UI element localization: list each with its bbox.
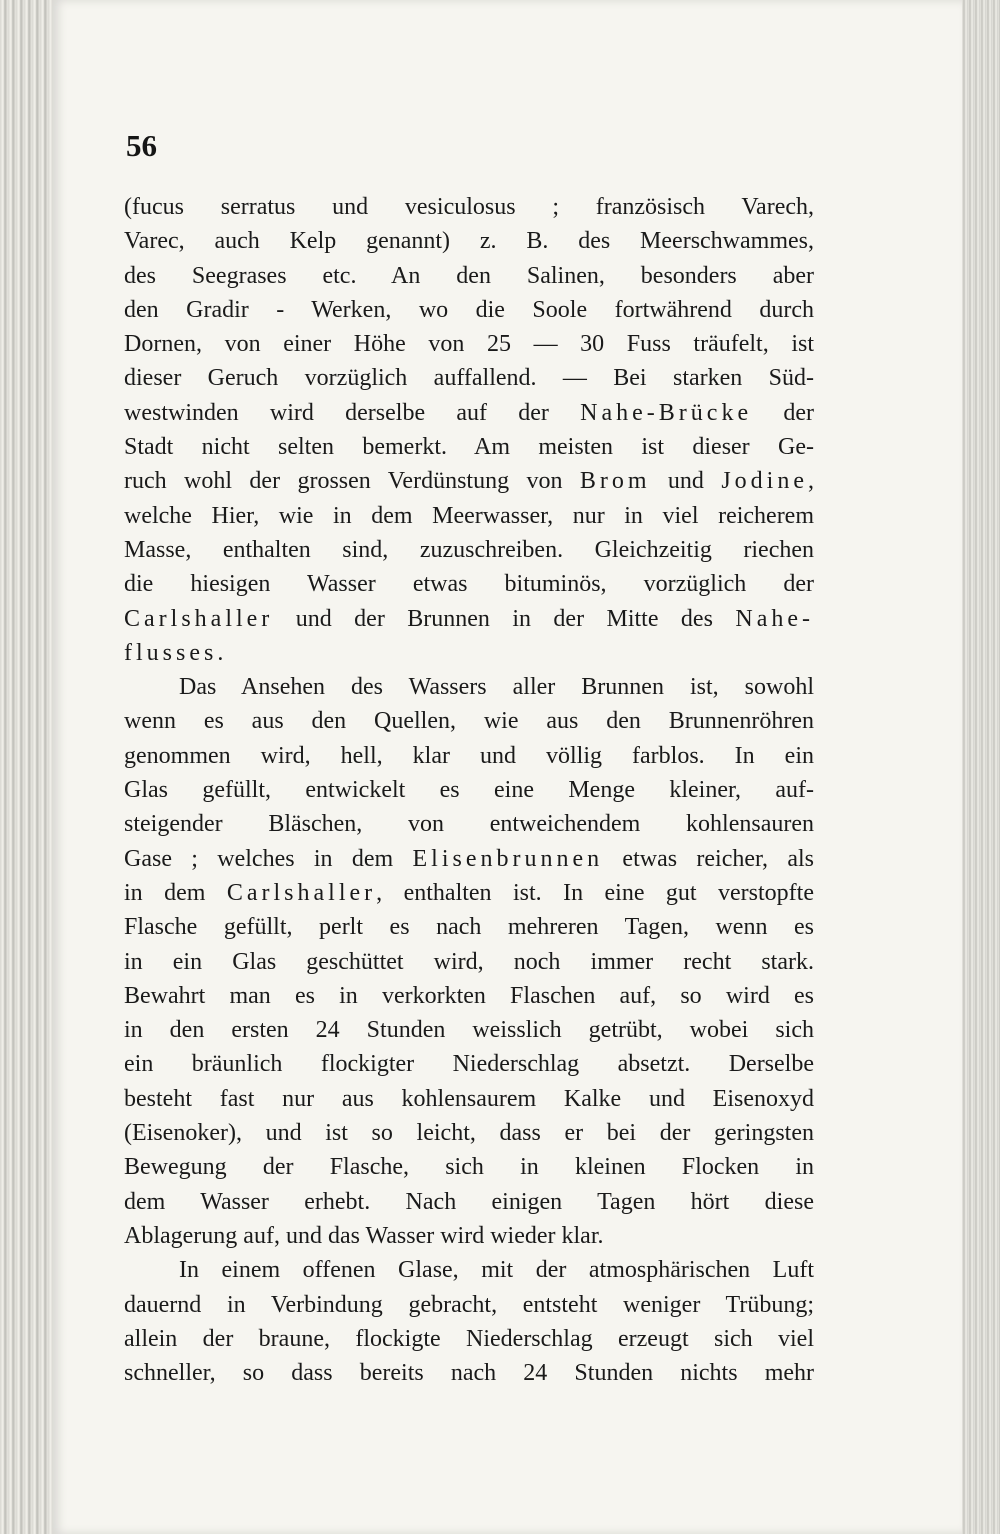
text-segment: in den ersten 24 Stunden weisslich getrübt, wobei sich — [124, 1017, 814, 1044]
text-segment: welche Hier, wie in dem Meerwasser, nur in viel reicherem — [124, 502, 814, 529]
text-line — [124, 807, 814, 841]
text-segment: westwinden wird derselbe auf der — [124, 399, 581, 426]
text-segment: In einem offenen Glase, mit der atmosphärischen Luft — [179, 1257, 814, 1284]
text-segment: , enthalten ist. In eine gut verstopfte — [376, 879, 814, 906]
text-line — [124, 1185, 814, 1219]
text-line — [124, 464, 814, 498]
text-line — [124, 396, 814, 430]
text-line — [124, 293, 814, 327]
text-line — [124, 533, 814, 567]
text-segment: Gase ; welches in dem — [124, 845, 413, 872]
text-line — [124, 224, 814, 258]
right-page-edges — [962, 0, 1000, 1534]
body-text — [124, 190, 814, 1390]
text-segment: (Eisenoker), und ist so leicht, dass er bei der geringsten — [124, 1120, 814, 1147]
text-line — [124, 1116, 814, 1150]
spaced-emphasis-text: Elisenbrunnen — [412, 845, 604, 872]
text-line — [124, 1322, 814, 1356]
spaced-emphasis-text: Nahe-Brücke — [580, 399, 753, 426]
text-segment: schneller, so dass bereits nach 24 Stunden nichts mehr — [124, 1360, 814, 1387]
text-segment: allein der braune, flockigte Niederschlag erzeugt sich viel — [124, 1325, 814, 1352]
text-line — [124, 773, 814, 807]
text-line — [124, 1356, 814, 1390]
text-segment: und — [650, 468, 722, 495]
text-segment: Masse, enthalten sind, zuzuschreiben. Gleichzeitig riechen — [124, 536, 814, 563]
text-line — [124, 1219, 814, 1253]
text-line — [124, 259, 814, 293]
text-line — [124, 1047, 814, 1081]
page-number: 56 — [126, 128, 157, 163]
text-segment: des Seegrases etc. An den Salinen, besonders aber — [124, 262, 814, 289]
text-line — [124, 739, 814, 773]
text-line — [124, 670, 814, 704]
text-line — [124, 190, 814, 224]
text-segment: . — [217, 639, 224, 666]
text-line — [124, 876, 814, 910]
spaced-emphasis-text: Jodine — [721, 468, 808, 495]
text-segment: in dem — [124, 879, 227, 906]
text-segment: Stadt nicht selten bemerkt. Am meisten ist dieser Ge- — [124, 434, 814, 461]
text-segment: Das Ansehen des Wassers aller Brunnen ist, sowohl — [179, 674, 814, 701]
text-segment: Bewegung der Flasche, sich in kleinen Flocken in — [124, 1154, 814, 1181]
text-segment: (fucus serratus und vesiculosus ; französisch Varech, — [124, 194, 814, 220]
spaced-emphasis-text: Brom — [579, 468, 651, 495]
text-line — [124, 979, 814, 1013]
text-line — [124, 842, 814, 876]
text-line — [124, 945, 814, 979]
text-line — [124, 499, 814, 533]
text-segment: den Gradir - Werken, wo die Soole fortwährend durch — [124, 296, 814, 323]
text-line — [124, 910, 814, 944]
text-segment: ruch wohl der grossen Verdünstung von — [124, 468, 580, 495]
text-segment: genommen wird, hell, klar und völlig farblos. In ein — [124, 742, 814, 769]
text-segment: , — [808, 468, 814, 495]
text-line — [124, 1288, 814, 1322]
text-line — [124, 1150, 814, 1184]
text-segment: die hiesigen Wasser etwas bituminös, vorzüglich der — [124, 571, 814, 598]
text-segment: dem Wasser erhebt. Nach einigen Tagen hört diese — [124, 1188, 814, 1215]
text-segment: steigender Bläschen, von entweichendem kohlensauren — [124, 811, 814, 838]
text-segment: Dornen, von einer Höhe von 25 — 30 Fuss träufelt, ist — [124, 331, 814, 358]
text-line — [124, 361, 814, 395]
text-segment: wenn es aus den Quellen, wie aus den Brunnenröhren — [124, 708, 814, 735]
text-segment: Bewahrt man es in verkorkten Flaschen auf, so wird es — [124, 982, 814, 1009]
text-segment: dieser Geruch vorzüglich auffallend. — Bei starken Süd- — [124, 365, 814, 392]
text-segment: besteht fast nur aus kohlensaurem Kalke und Eisenoxyd — [124, 1085, 814, 1112]
text-segment: dauernd in Verbindung gebracht, entsteht weniger Trübung; — [124, 1291, 814, 1318]
text-segment: der — [752, 399, 814, 426]
spaced-emphasis-text: Nahe- — [735, 605, 814, 632]
text-segment: ein bräunlich flockigter Niederschlag absetzt. Derselbe — [124, 1051, 814, 1078]
text-line — [124, 567, 814, 601]
text-line — [124, 1253, 814, 1287]
text-segment: Glas gefüllt, entwickelt es eine Menge kleiner, auf- — [124, 777, 814, 804]
text-line — [124, 430, 814, 464]
spaced-emphasis-text: Carlshaller — [124, 605, 274, 632]
spaced-emphasis-text: Carlshaller — [226, 879, 377, 906]
text-line — [124, 704, 814, 738]
text-segment: Varec, auch Kelp genannt) z. B. des Meerschwammes, — [124, 228, 814, 255]
text-segment: in ein Glas geschüttet wird, noch immer recht stark. — [124, 948, 814, 975]
text-segment: und der Brunnen in der Mitte des — [273, 605, 736, 632]
spaced-emphasis-text: flusses — [124, 639, 218, 666]
text-segment: Ablagerung auf, und das Wasser wird wieder klar. — [124, 1222, 604, 1249]
left-page-edges — [0, 0, 52, 1534]
text-line — [124, 636, 814, 670]
text-line — [124, 1082, 814, 1116]
text-line — [124, 327, 814, 361]
text-line — [124, 602, 814, 636]
text-segment: etwas reicher, als — [603, 845, 815, 872]
text-line — [124, 1013, 814, 1047]
text-segment: Flasche gefüllt, perlt es nach mehreren Tagen, wenn es — [124, 914, 814, 941]
